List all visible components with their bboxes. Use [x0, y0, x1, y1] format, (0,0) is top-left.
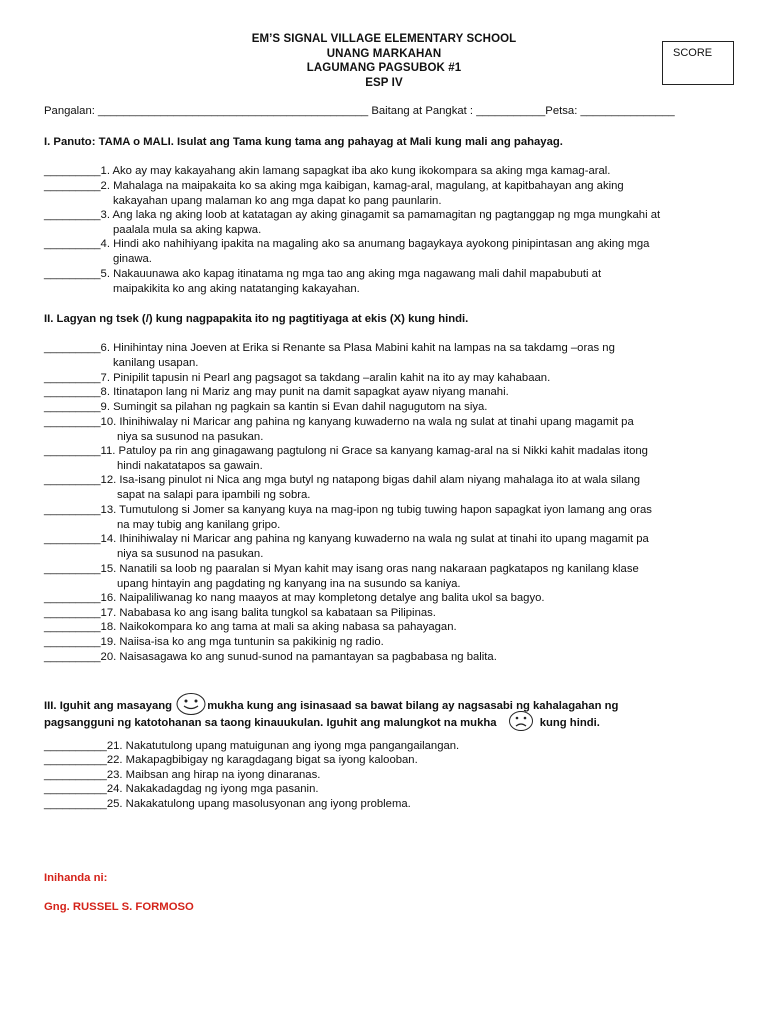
- part3-item-24[interactable]: [44, 782, 744, 797]
- item-text: _________6. Hinihintay nina Joeven at Erika si Renante sa Plasa Mabini kahit na lampas na sa takdamg –oras ng: [44, 342, 615, 354]
- part1-item-5[interactable]: [44, 267, 744, 296]
- item-text-cont: kakayahan upang malaman ko ang mga dapat ko pang paunlarin.: [113, 194, 442, 207]
- item-text: __________25. Nakakatulong upang masolusyonan ang iyong problema.: [44, 798, 411, 810]
- part3-text-c: pagsangguni ng katotohanan sa taong kinauukulan. Iguhit ang malungkot na mukha: [44, 716, 497, 729]
- student-info-line[interactable]: Pangalan: ___________________________________________ Baitang at Pangkat : ___________Petsa: _______________: [44, 105, 675, 117]
- item-text: _________18. Naikokompara ko ang tama at mali sa aking nabasa sa pahayagan.: [44, 621, 457, 633]
- part2-instruction: II. Lagyan ng tsek (/) kung nagpapakita ito ng pagtitiyaga at ekis (X) kung hindi.: [44, 313, 469, 325]
- part2-item-9[interactable]: [44, 400, 744, 415]
- part3-item-23[interactable]: [44, 768, 744, 783]
- item-text-cont: maipakikita ko ang aking natatanging kakayahan.: [113, 282, 360, 295]
- part1-item-1[interactable]: [44, 164, 744, 179]
- item-text: _________4. Hindi ako nahihiyang ipakita na magaling ako sa anumang bagaykaya ayokong pinipintasan ang aking mga: [44, 238, 650, 250]
- part1-instruction: I. Panuto: TAMA o MALI. Isulat ang Tama kung tama ang pahayag at Mali kung mali ang pahayag.: [44, 136, 563, 148]
- item-text: _________16. Naipaliliwanag ko nang maayos at may kompletong detalye ang balita ukol sa bagyo.: [44, 592, 545, 604]
- part2-item-10[interactable]: [44, 415, 744, 444]
- item-text: _________13. Tumutulong si Jomer sa kanyang kuya na mag-ipon ng tubig tuwing hapon sapagkat iyon lamang ang oras: [44, 504, 652, 516]
- item-text: _________9. Sumingit sa pilahan ng pagkain sa kantin si Evan dahil nagugutom na siya.: [44, 401, 488, 413]
- item-text-cont: kanilang usapan.: [113, 356, 199, 369]
- part3-item-21[interactable]: [44, 739, 744, 754]
- part2-item-16[interactable]: [44, 591, 744, 606]
- part3-text-b: mukha kung ang isinasaad sa bawat bilang ay nagsasabi ng kahalagahan ng: [207, 699, 619, 712]
- part1-item-4[interactable]: [44, 237, 744, 266]
- item-text: _________17. Nababasa ko ang isang balita tungkol sa kabataan sa Pilipinas.: [44, 607, 436, 619]
- item-text: _________3. Ang laka ng aking loob at katatagan ay aking ginagamit sa pamamagitan ng pagtanggap ng mga mungkahi at: [44, 209, 661, 221]
- school-name: EM’S SIGNAL VILLAGE ELEMENTARY SCHOOL: [251, 33, 517, 45]
- part3-text-d: kung hindi.: [539, 716, 600, 729]
- prepared-by-label: Inihanda ni:: [44, 872, 108, 884]
- part2-item-19[interactable]: [44, 635, 744, 650]
- part1-item-3[interactable]: [44, 208, 744, 237]
- part3-text-a: III. Iguhit ang masayang: [44, 699, 173, 712]
- part3-item-25[interactable]: [44, 797, 744, 812]
- item-text-cont: upang hintayin ang pagdating ng kanyang ina na susundo sa kaniya.: [117, 577, 461, 590]
- part2-item-11[interactable]: [44, 444, 744, 473]
- item-text: _________1. Ako ay may kakayahang akin lamang sapagkat iba ako kung ikokompara sa aking mga kamag-aral.: [44, 165, 611, 177]
- item-text: _________19. Naiisa-isa ko ang mga tuntunin sa pakikinig ng radio.: [44, 636, 384, 648]
- item-text: __________21. Nakatutulong upang matuigunan ang iyong mga pangangailangan.: [44, 740, 460, 752]
- score-box[interactable]: [662, 41, 734, 85]
- item-text-cont: niya sa susunod na pasukan.: [117, 430, 264, 443]
- part3-item-22[interactable]: [44, 753, 744, 768]
- item-text-cont: paalala mula sa aking kapwa.: [113, 223, 262, 236]
- item-text: _________10. Ihinihiwalay ni Maricar ang pahina ng kanyang kuwaderno na wala ng sulat at tinahi upang magamit pa: [44, 416, 634, 428]
- item-text: _________2. Mahalaga na maipakaita ko sa aking mga kaibigan, kamag-aral, magulang, at kapitbahayan ang aking: [44, 180, 624, 192]
- item-text: _________12. Isa-isang pinulot ni Nica ang mga butyl ng natapong bigas dahil alam niyang mahalaga ito at wala silang: [44, 474, 641, 486]
- item-text: __________23. Maibsan ang hirap na iyong dinaranas.: [44, 769, 321, 781]
- test-title: LAGUMANG PAGSUBOK #1: [306, 62, 462, 75]
- document-header: [0, 32, 768, 90]
- part2-item-15[interactable]: [44, 562, 744, 591]
- part2-item-18[interactable]: [44, 620, 744, 635]
- part1-item-2[interactable]: [44, 179, 744, 208]
- sad-face-icon: [508, 710, 534, 736]
- item-text: _________7. Pinipilit tapusin ni Pearl ang pagsagot sa takdang –aralin kahit na ito ay may kahabaan.: [44, 372, 551, 384]
- part2-item-14[interactable]: [44, 532, 744, 561]
- subject-label: ESP IV: [365, 76, 403, 89]
- teacher-name: Gng. RUSSEL S. FORMOSO: [44, 901, 194, 913]
- part3-instruction-line2: [44, 710, 600, 736]
- part2-item-7[interactable]: [44, 371, 744, 386]
- part2-item-12[interactable]: [44, 473, 744, 502]
- item-text: __________24. Nakakadagdag ng iyong mga pasanin.: [44, 783, 319, 795]
- part2-item-17[interactable]: [44, 606, 744, 621]
- item-text-cont: na may tubig ang kanilang gripo.: [117, 518, 281, 531]
- item-text-cont: niya sa susunod na pasukan.: [117, 547, 264, 560]
- part2-item-6[interactable]: [44, 341, 744, 370]
- part2-item-13[interactable]: [44, 503, 744, 532]
- item-text: _________8. Itinatapon lang ni Mariz ang may punit na damit sapagkat ayaw niyang manahi.: [44, 386, 509, 398]
- item-text: _________11. Patuloy pa rin ang ginagawang pagtulong ni Grace sa kanyang kamag-aral na si Nikki kahit madalas itong: [44, 445, 648, 457]
- item-text: _________20. Naisasagawa ko ang sunud-sunod na pamantayan sa pagbabasa ng balita.: [44, 651, 497, 663]
- score-label: SCORE: [673, 47, 713, 59]
- item-text-cont: sapat na salapi para ipambili ng sobra.: [117, 488, 311, 501]
- item-text: _________15. Nanatili sa loob ng paaralan si Myan kahit may isang oras nang nakaraan pagkatapos ng kanilang klase: [44, 563, 639, 575]
- item-text: __________22. Makapagbibigay ng karagdagang bigat sa iyong kalooban.: [44, 754, 418, 766]
- item-text: _________5. Nakauunawa ako kapag itinatama ng mga tao ang aking mga nagawang mali dahil mapabubuti at: [44, 268, 602, 280]
- item-text-cont: hindi nakatatapos sa gawain.: [117, 459, 263, 472]
- item-text: _________14. Ihinihiwalay ni Maricar ang pahina ng kanyang kuwaderno na wala ng sulat at tinahi ito upang magamit pa: [44, 533, 649, 545]
- part2-item-8[interactable]: [44, 385, 744, 400]
- quarter-label: UNANG MARKAHAN: [326, 47, 442, 60]
- part2-item-20[interactable]: [44, 650, 744, 665]
- item-text-cont: ginawa.: [113, 252, 152, 265]
